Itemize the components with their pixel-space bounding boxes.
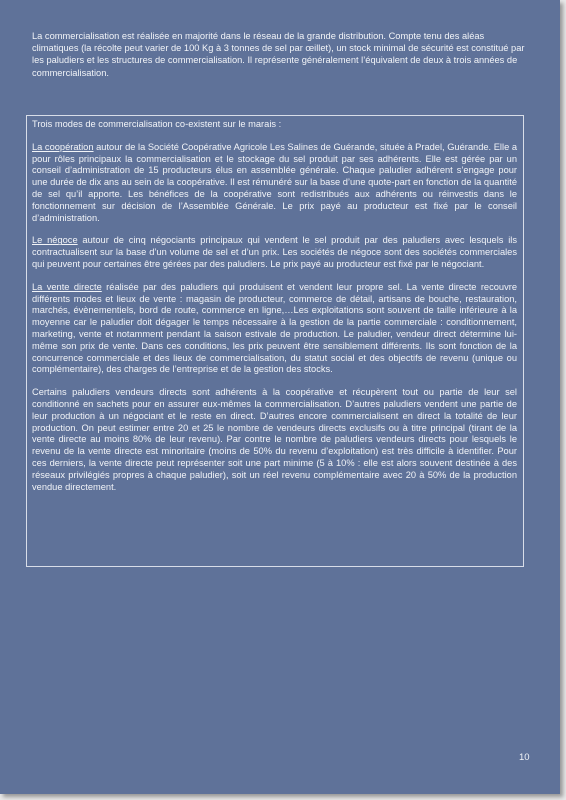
intro-paragraph: La commercialisation est réalisée en majorité dans le réseau de la grande distribution. Compte tenu des aléas climatiques (la récolte peut varier de 100 Kg à 3 tonnes de sel par œillet), un stock minimal de sécurité est constitué par les paludiers et les structures de commercialisation. Il représente généralement l’équivalent de deux à trois années de commercialisation.: [32, 31, 525, 78]
vente-directe-paragraph: [32, 282, 517, 376]
vente-directe-text: réalisée par des paludiers qui produisent et vendent leur propre sel. La vente directe recouvre différents modes et lieux de vente : magasin de producteur, commerce de détail, artisans de bouche, restauration, marchés, évènementiels, bord de route, commerce en ligne,…Les exploitations sont souvent de taille inférieure à la moyenne car le paludier doit dégager le temps nécessaire à la gestion de la partie commerciale : conditionnement, marketing, vente et notamment pendant la saison estivale de production. Le paludier, vendeur direct détermine lui-même son prix de vente. Dans ces conditions, les prix peuvent être sensiblement différents. Ils sont fonction de la concurrence commerciale et des lieux de commercialisation, du statut social et des objectifs de revenu (unique ou complémentaire), des charges de l’entreprise et de la gestion des stocks.: [32, 281, 518, 375]
cooperation-paragraph: [32, 142, 517, 225]
cooperation-text: autour de la Société Coopérative Agricole Les Salines de Guérande, située à Pradel, Guérande. Elle a pour rôles principaux la commercialisation et le stockage du sel produit par ses adhérents. Elle est gérée par un conseil d’administration de 15 producteurs élus en assemblée générale. Chaque paludier adhérent s’engage pour une durée de dix ans au sein de la coopérative. Il est rémunéré sur la base d’une quote-part en fonction de la quantité de sel qu’il apporte. Les bénéfices de la coopérative sont redistribués aux adhérents ou réinvestis dans le fonctionnement sur décision de l’Assemblée Générale. Le prix payé au producteur est fixé par le conseil d’administration.: [32, 141, 517, 223]
negoce-paragraph: [32, 235, 517, 270]
negoce-text: autour de cinq négociants principaux qui vendent le sel produit par des paludiers avec lesquels ils contractualisent sur la base d’un volume de sel et d’un prix. Les sociétés de négoce sont des sociétés commerciales qui peuvent pour certaines être gérées par des paludiers. Le prix payé au producteur est fixé par le négociant.: [32, 235, 517, 269]
negoce-term: Le négoce: [32, 235, 78, 246]
vendeurs-directs-paragraph: Certains paludiers vendeurs directs sont adhérents à la coopérative et récupèrent tout ou partie de leur sel conditionné en sachets pour en assurer eux-mêmes la commercialisation. D’autres paludiers vendent une partie de leur production à un négociant et le reste en direct. D’autres encore commercialisent en direct la totalité de leur production. On peut estimer entre 20 et 25 le nombre de vendeurs directs exclusifs ou à titre principal (tirant de la vente directe au moins 80% de leur revenu). Par contre le nombre de paludiers vendeurs directs pour lesquels le revenu de la vente directe est minoritaire (moins de 50% du revenu d’exploitation) est très difficile à identifier. Pour ces derniers, la vente directe peut représenter soit une part minime (5 à 10% : elle est alors souvent destinée à des réseaux privilégiés propres à chaque paludier), soit un réel revenu complémentaire avec 20 à 50% de la production vendue directement.: [32, 387, 517, 492]
cooperation-term: La coopération: [32, 141, 94, 152]
vente-directe-term: La vente directe: [32, 281, 102, 292]
box-lead: Trois modes de commercialisation co-existent sur le marais :: [32, 119, 282, 129]
commercialisation-box: [26, 115, 524, 567]
page-number: 10: [519, 752, 530, 763]
